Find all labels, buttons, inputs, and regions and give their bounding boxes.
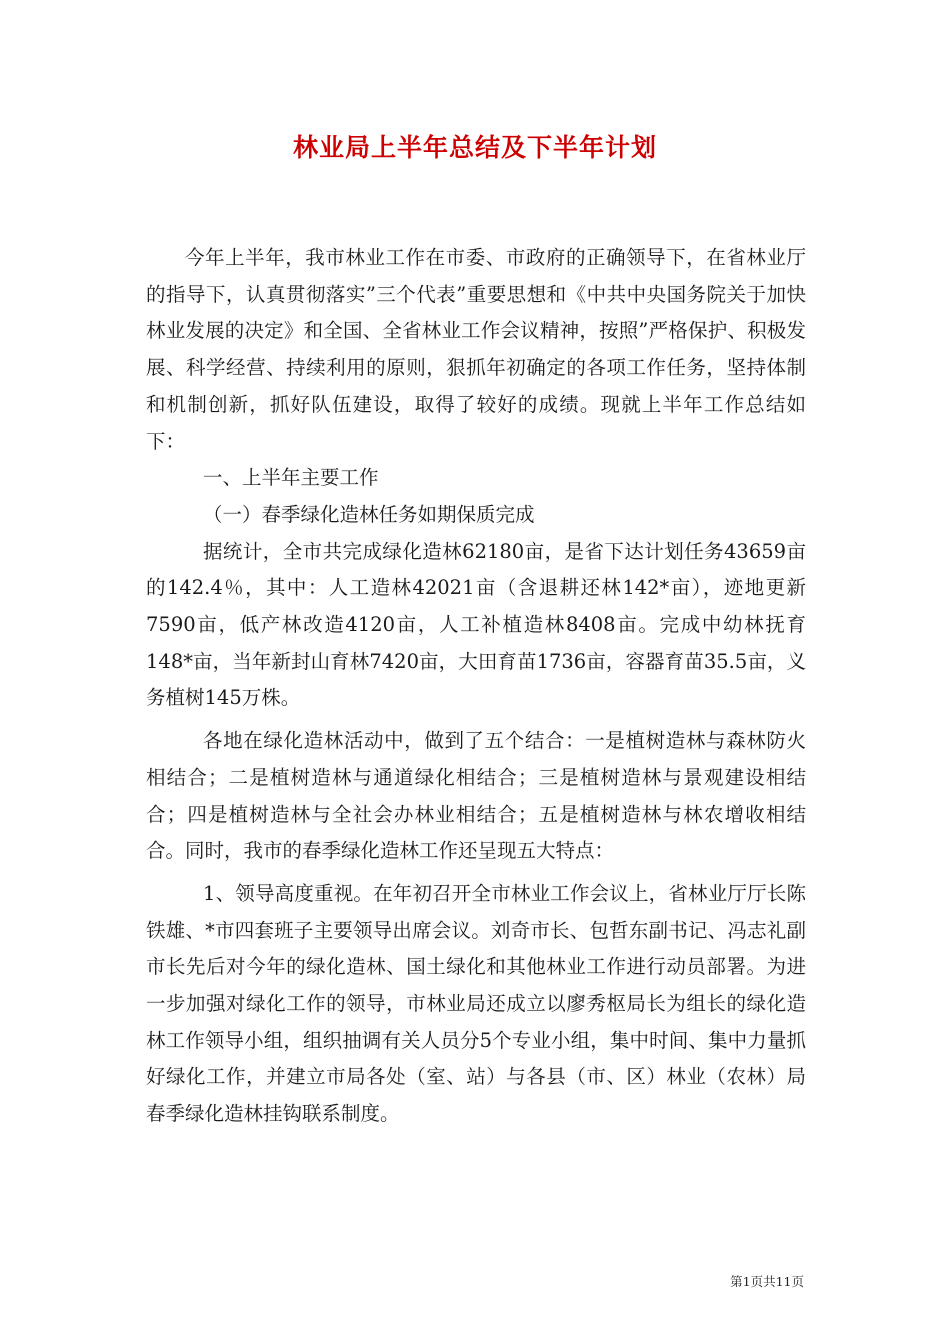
document-body (146, 240, 806, 1133)
paragraph-five-combinations: 各地在绿化造林活动中，做到了五个结合：一是植树造林与森林防火相结合；二是植树造林与通道绿化相结合；三是植树造林与景观建设相结合；四是植树造林与全社会办林业相结合；五是植树造林与林农增收相结合。同时，我市的春季绿化造林工作还呈现五大特点： (146, 729, 806, 863)
section-heading: 一、上半年主要工作 (203, 466, 379, 490)
paragraph-leadership: 1、领导高度重视。在年初召开全市林业工作会议上，省林业厅厅长陈铁雄、*市四套班子主要领导出席会议。刘奇市长、包哲东副书记、冯志礼副市长先后对今年的绿化造林、国土绿化和其他林业工作进行动员部署。为进一步加强对绿化工作的领导，市林业局还成立以廖秀枢局长为组长的绿化造林工作领导小组，组织抽调有关人员分5个专业小组，集中时间、集中力量抓好绿化工作，并建立市局各处（室、站）与各县（市、区）林业（农林）局春季绿化造林挂钩联系制度。 (146, 881, 806, 1126)
page-number: 第1页共11页 (730, 1274, 804, 1289)
document-title: 林业局上半年总结及下半年计划 (292, 133, 657, 162)
paragraph-statistics: 据统计，全市共完成绿化造林62180亩，是省下达计划任务43659亩的142.4％，其中：人工造林42021亩（含退耕还林142*亩），迹地更新7590亩，低产林改造4120亩，人工补植造林8408亩。完成中幼林抚育148*亩，当年新封山育林7420亩，大田育苗1736亩，容器育苗35.5亩，义务植树145万株。 (146, 539, 806, 710)
subsection-heading: （一）春季绿化造林任务如期保质完成 (203, 502, 535, 526)
paragraph-intro: 今年上半年，我市林业工作在市委、市政府的正确领导下，在省林业厅的指导下，认真贯彻落实”三个代表”重要思想和《中共中央国务院关于加快林业发展的决定》和全国、全省林业工作会议精神，按照”严格保护、积极发展、科学经营、持续利用的原则，狠抓年初确定的各项工作任务，坚持体制和机制创新，抓好队伍建设，取得了较好的成绩。现就上半年工作总结如下： (146, 246, 806, 453)
